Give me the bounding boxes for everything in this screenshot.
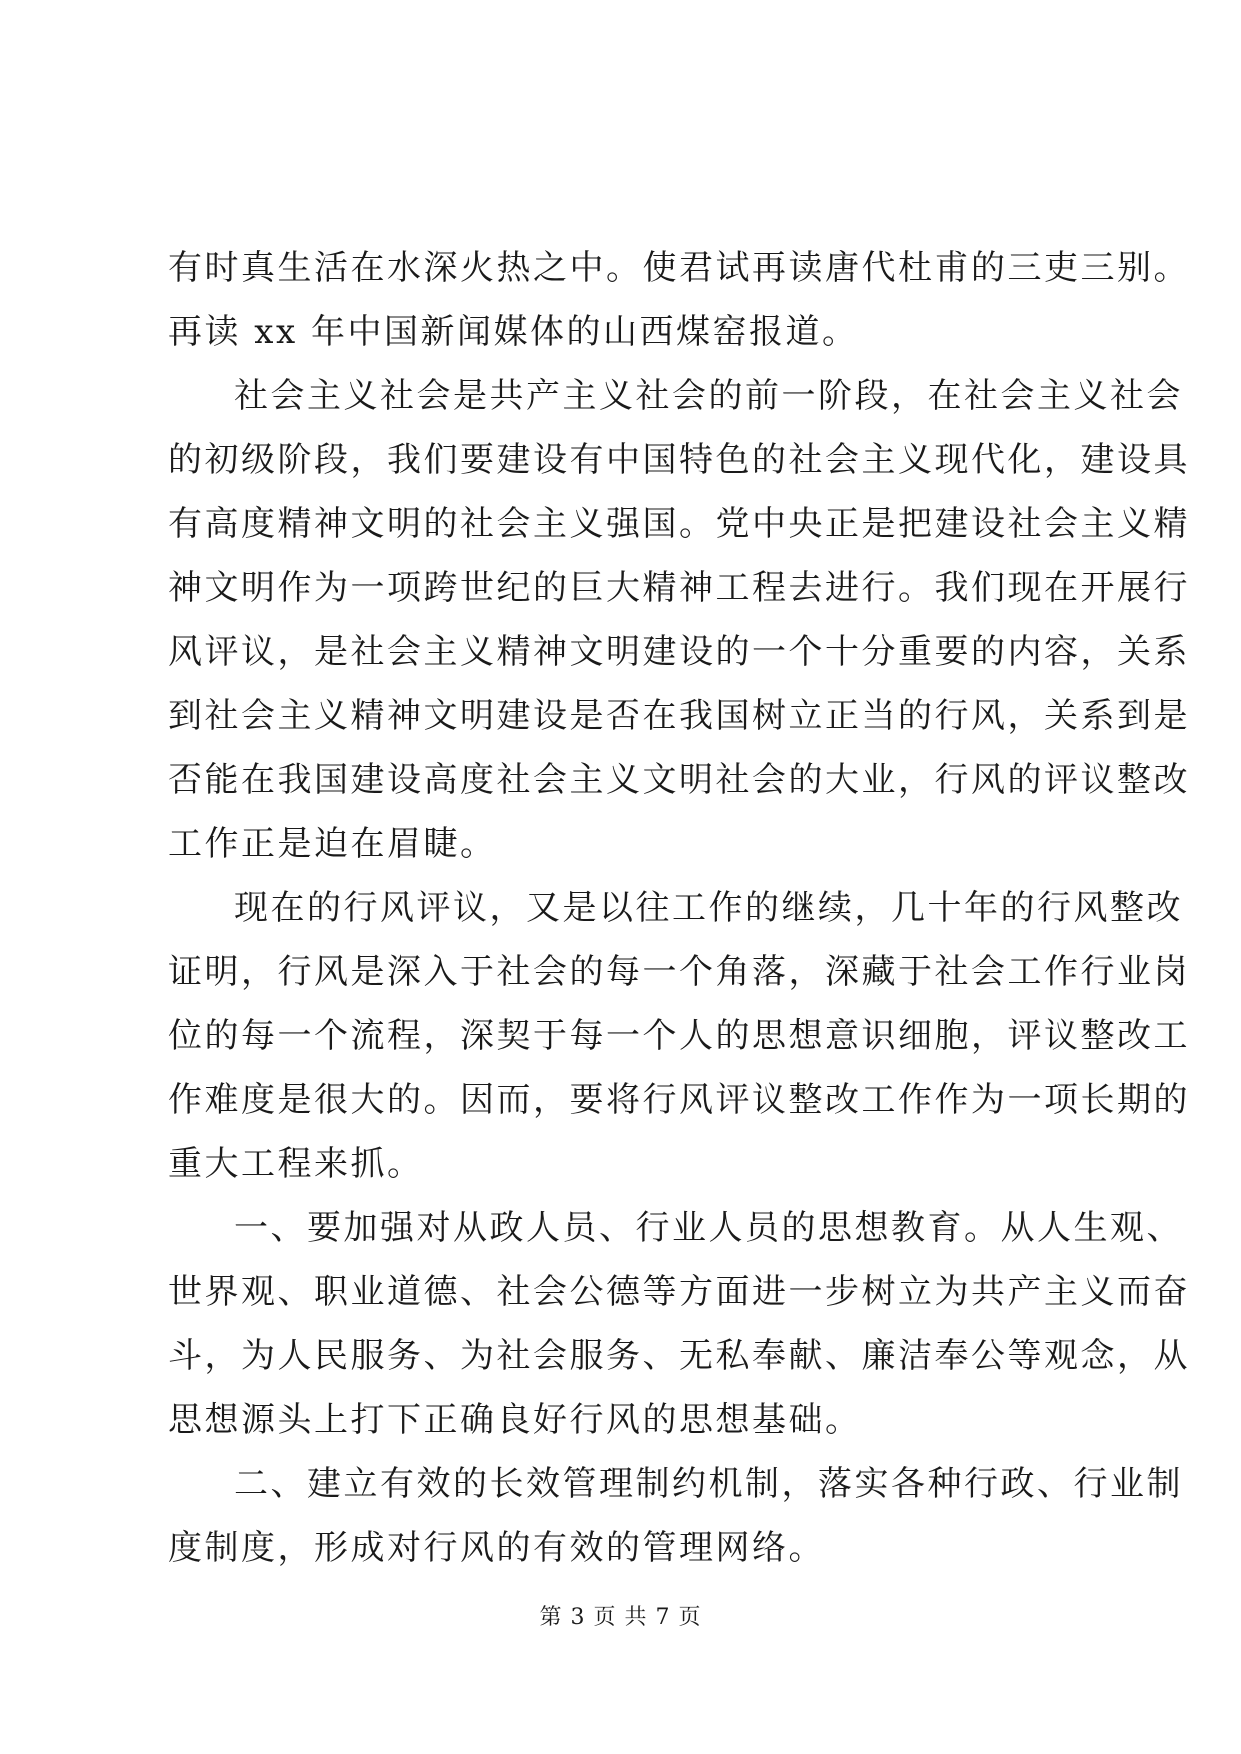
text-line: 到社会主义精神文明建设是否在我国树立正当的行风，关系到是 [168,696,1190,736]
text-line: 社会主义社会是共产主义社会的前一阶段，在社会主义社会 [234,376,1183,416]
text-line: 作难度是很大的。因而，要将行风评议整改工作作为一项长期的 [168,1080,1190,1120]
text-line: 度制度，形成对行风的有效的管理网络。 [168,1528,825,1568]
text-line: 二、建立有效的长效管理制约机制，落实各种行政、行业制 [234,1464,1183,1504]
text-line: 有高度精神文明的社会主义强国。党中央正是把建设社会主义精 [168,504,1190,544]
text-line: 神文明作为一项跨世纪的巨大精神工程去进行。我们现在开展行 [168,568,1190,608]
page-number-footer: 第 3 页 共 7 页 [539,1605,702,1630]
text-line: 风评议，是社会主义精神文明建设的一个十分重要的内容，关系 [168,632,1190,672]
document-body [168,236,1190,1580]
paragraph-1 [168,236,1190,364]
text-line: 的初级阶段，我们要建设有中国特色的社会主义现代化，建设具 [168,440,1190,480]
text-line: 再读 xx 年中国新闻媒体的山西煤窑报道。 [168,312,859,352]
text-line: 世界观、职业道德、社会公德等方面进一步树立为共产主义而奋 [168,1272,1190,1312]
text-line: 工作正是迫在眉睫。 [168,824,497,864]
text-line: 重大工程来抓。 [168,1144,424,1184]
paragraph-4 [168,1196,1190,1452]
text-line: 否能在我国建设高度社会主义文明社会的大业，行风的评议整改 [168,760,1190,800]
text-line: 一、要加强对从政人员、行业人员的思想教育。从人生观、 [234,1208,1183,1248]
text-line: 现在的行风评议，又是以往工作的继续，几十年的行风整改 [234,888,1183,928]
paragraph-5 [168,1452,1183,1580]
text-line: 有时真生活在水深火热之中。使君试再读唐代杜甫的三吏三别。 [168,248,1190,288]
paragraph-3 [168,876,1190,1196]
text-line: 位的每一个流程，深契于每一个人的思想意识细胞，评议整改工 [168,1016,1190,1056]
text-line: 斗，为人民服务、为社会服务、无私奉献、廉洁奉公等观念，从 [168,1336,1190,1376]
text-line: 思想源头上打下正确良好行风的思想基础。 [168,1400,862,1440]
text-line: 证明，行风是深入于社会的每一个角落，深藏于社会工作行业岗 [168,952,1190,992]
paragraph-2 [168,364,1190,876]
